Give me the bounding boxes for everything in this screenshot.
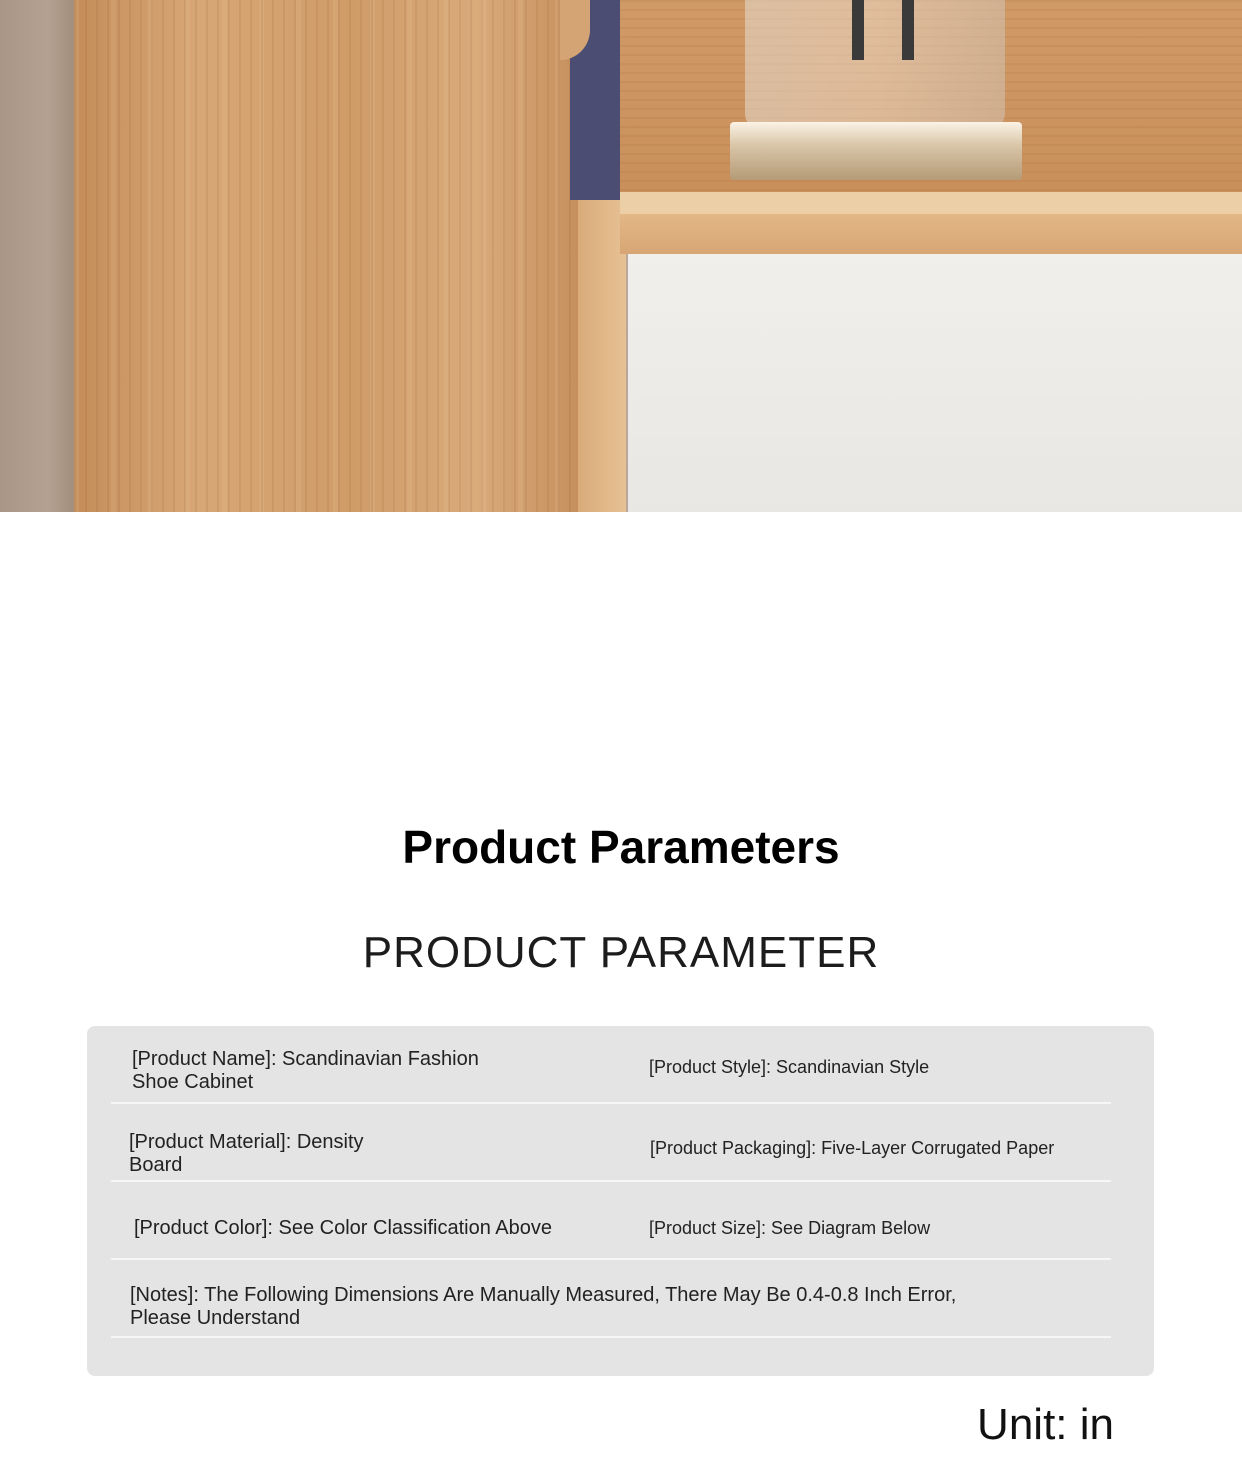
- cabinet-shelf-top: [620, 192, 1242, 214]
- parameter-table: [87, 1026, 1154, 1376]
- product-name-line: [Product Name]: Scandinavian Fashion: [132, 1048, 479, 1070]
- notes-line: [Notes]: The Following Dimensions Are Manually Measured, There May Be 0.4-0.8 Inch Error,: [130, 1284, 957, 1306]
- cabinet-side-panel: [74, 0, 578, 512]
- section-subtitle: PRODUCT PARAMETER: [362, 928, 880, 977]
- parameter-row: [111, 1260, 1111, 1338]
- product-material-line: Board: [129, 1154, 183, 1176]
- vase-stem: [902, 0, 914, 60]
- notes-line: Please Understand: [130, 1307, 301, 1329]
- product-packaging-param: [Product Packaging]: Five-Layer Corrugated Paper: [650, 1138, 1055, 1158]
- glass-vase: [745, 0, 1005, 128]
- product-photo: [0, 0, 1242, 512]
- parameter-row: [111, 1026, 1111, 1104]
- notes-param: [130, 1284, 956, 1330]
- cabinet-drawer: [628, 254, 1242, 512]
- product-material-line: [Product Material]: Density: [129, 1131, 364, 1153]
- wall-shadow: [0, 0, 80, 512]
- cabinet-shelf-front: [620, 214, 1242, 254]
- product-name-param: [132, 1048, 479, 1094]
- product-size-param: [Product Size]: See Diagram Below: [649, 1218, 931, 1238]
- vase-base: [730, 122, 1022, 180]
- vase-stem: [852, 0, 864, 60]
- product-name-line: Shoe Cabinet: [132, 1071, 254, 1093]
- cabinet-edge-strip: [578, 200, 626, 512]
- product-style-param: [Product Style]: Scandinavian Style: [649, 1057, 930, 1077]
- parameter-row: [111, 1182, 1111, 1260]
- product-color-param: [Product Color]: See Color Classification Above: [134, 1217, 552, 1239]
- unit-label: Unit: in: [977, 1400, 1114, 1449]
- product-material-param: [129, 1131, 364, 1177]
- parameter-row: [111, 1104, 1111, 1182]
- section-title: Product Parameters: [402, 821, 840, 873]
